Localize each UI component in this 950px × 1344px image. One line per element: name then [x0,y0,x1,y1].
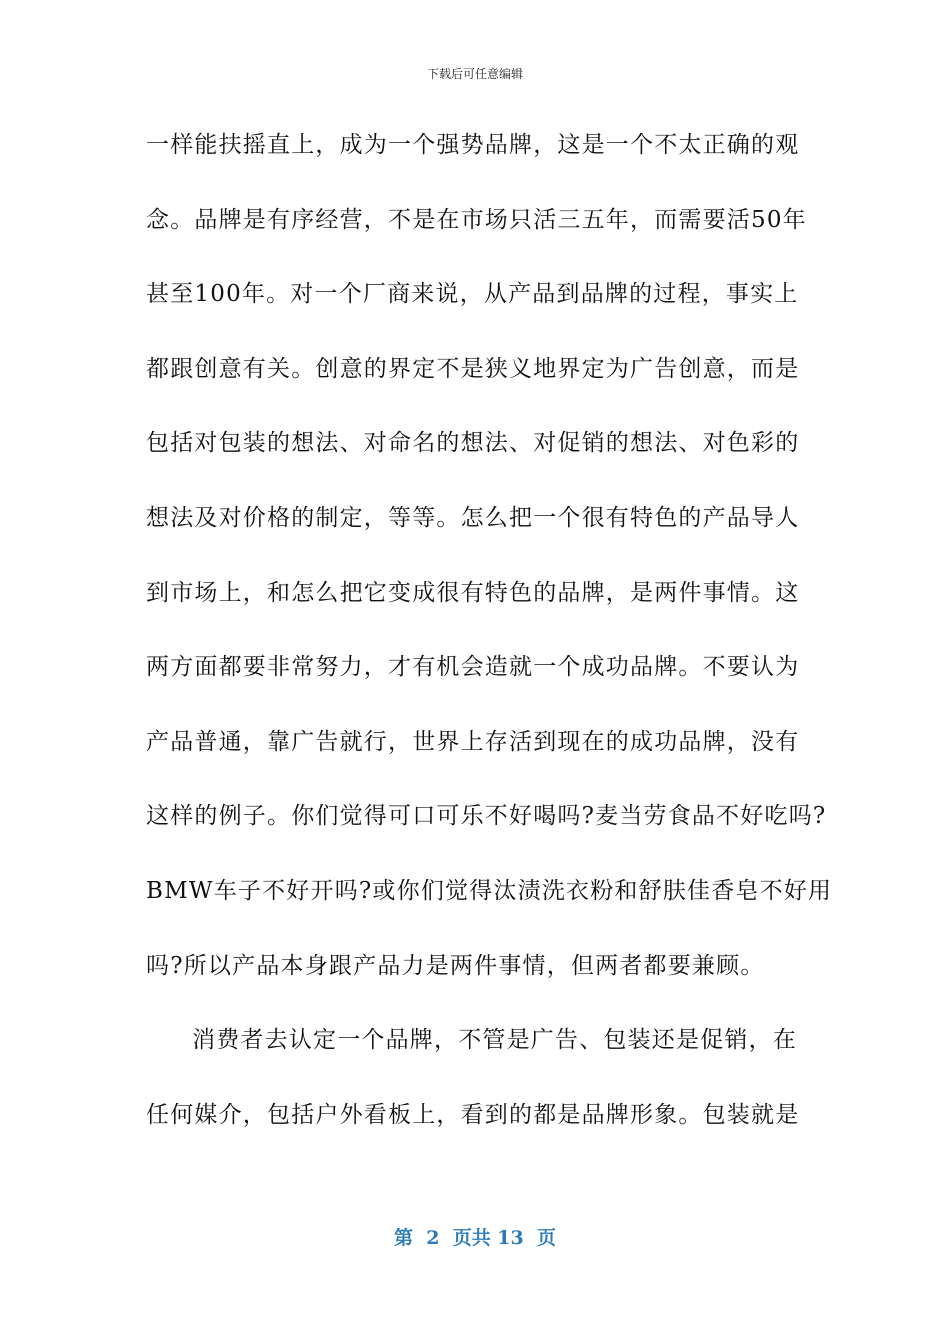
text-line: 两方面都要非常努力，才有机会造就一个成功品牌。不要认为 [146,654,800,681]
text-line: 这样的例子。你们觉得可口可乐不好喝吗?麦当劳食品不好吃吗? [146,803,827,830]
text-line: 产品普通，靠广告就行，世界上存活到现在的成功品牌，没有 [146,728,800,755]
text-line: 吗?所以产品本身跟产品力是两件事情，但两者都要兼顾。 [146,952,765,979]
text-line: 包括对包装的想法、对命名的想法、对促销的想法、对色彩的 [146,430,800,457]
text-line: BMW车子不好开吗?或你们觉得汰渍洗衣粉和舒肤佳香皂不好用 [146,877,833,904]
text-line: 到市场上，和怎么把它变成很有特色的品牌，是两件事情。这 [146,579,800,606]
text-line: 都跟创意有关。创意的界定不是狭义地界定为广告创意，而是 [146,355,800,382]
text-line: 想法及对价格的制定，等等。怎么把一个很有特色的产品导人 [146,504,800,531]
text-line: 念。品牌是有序经营，不是在市场只活三五年，而需要活50年 [146,206,807,233]
page-header-note: 下载后可任意编辑 [426,67,523,81]
text-line-paragraph-start: 消费者去认定一个品牌，不管是广告、包装还是促销，在 [192,1027,797,1054]
text-line: 甚至100年。对一个厂商来说，从产品到品牌的过程，事实上 [146,281,799,308]
text-line: 一样能扶摇直上，成为一个强势品牌，这是一个不太正确的观 [146,132,800,158]
document-body [146,122,833,1166]
text-line: 任何媒介，包括户外看板上，看到的都是品牌形象。包装就是 [146,1101,800,1128]
page-number-footer: 第 2 页共 13 页 [394,1227,556,1249]
